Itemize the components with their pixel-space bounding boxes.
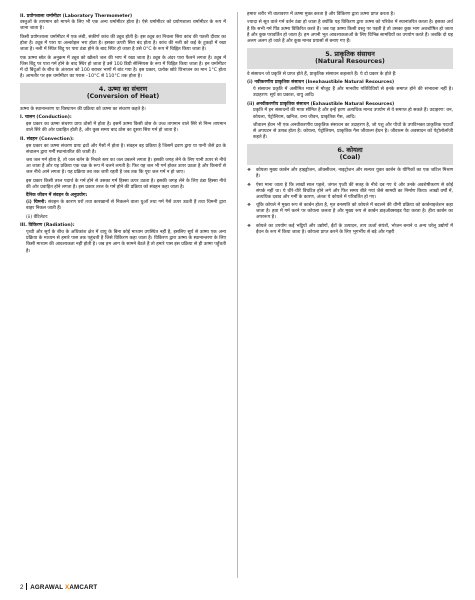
section-title: 6. कोयला	[337, 146, 363, 155]
page-number: 2	[20, 584, 24, 591]
section-heading-heat-conversion	[20, 83, 226, 104]
paragraph: वस्तुओं के तापमान को मापने के लिए भी एक अन्य थर्मामीटर होता है। ऐसे थर्मामीटर को प्रयोगशाला थर्मामीटर के रूप में जाना जाता है।	[20, 20, 226, 32]
paragraph-chimney	[20, 200, 226, 212]
paragraph: इस प्रकार का ऊष्मा संचरण प्रायः द्रवों और गैसों में होता है। संवहन वह प्रक्रिया है जिसमें द्रवण द्वारा या पानी जैसे द्रव के संचालन द्वारा गर्मी स्थानांतरित की जाती है।	[26, 143, 226, 155]
paragraph: प्रकृति में इन संसाधनों की मात्रा सीमित है और इन्हें हरण अत्यधिक मानव उपयोग से ये समाप्त हो सकते हैं। उदाहरण: वन, कोयला, पेट्रोलियम, खनिज, वन्य जीवन, प्राकृतिक गैस, आदि।	[253, 108, 453, 120]
paragraph: पृथ्वी और सूर्य के बीच के अधिकांश क्षेत्र में वायु के बिना कोई माध्यम उपस्थित नहीं है, इसलिए सूर्य से ऊष्मा एक अन्य प्रक्रिया के माध्यम से हमारे पास तक पहुंचती है जिसे विकिरण कहा जाता है। विकिरण द्वारा ऊष्मा के स्थानान्तरण के लिए किसी माध्यम की आवश्यकता नहीं होती है। जब हम आग के सामने बैठते हैं तो हमारे पास इस प्रक्रिया से ही ऊष्मा पहुँचती है।	[26, 230, 226, 254]
list-item: ❖ ऐसा माना जाता है कि लाखों साल पहले, जंगल पृथ्वी की सतह के नीचे दब गए थे और उनके अवशेषीकरण से कोई संपर्क नहीं था। ये धीरे-धीरे विघटित होने लगे और फिर समय बीते गयां जैसे सामग्री का निर्माण किया। लाखों वर्षों में, अत्यधिक दबाव और गर्मी के कारण, अंततः ये कोयले में परिवर्तित हो गए।	[247, 183, 453, 201]
heading-daily-applications: दैनिक जीवन में संवहन के अनुप्रयोग:	[26, 193, 88, 199]
footer-separator	[26, 583, 27, 590]
brand-examcart: AMCART	[69, 584, 98, 591]
heading-inexhaustible: (i) नवीकरणीय प्राकृतिक संसाधन (Inexhaustible Natural Resources)	[247, 80, 395, 86]
paragraph-ventilator: (ii) वेंटिलेटर:	[26, 214, 49, 220]
paragraph: इस प्रकार का ऊष्मा संचरण प्रायः ठोसों में होता है। इसमें ऊष्मा किसी ठोस के उच्च तापमान वाले सिरे से निम्न तापमान वाले सिरे की ओर प्रवाहित होती है, और कुछ समय बाद ठोस का दूसरा सिरा गर्म हो जाता है।	[26, 122, 226, 134]
brand-x-logo: X	[65, 584, 70, 591]
paragraph: एक ऊष्मा स्रोत के अनुक्रम में ट्यूब को खौलते जल की भाप में रखा जाता है। ट्यूब के अंदर पारा फैलने लगता है। ट्यूब में जिस बिंदु पर पारा गर्म होने के बाद स्थिर हो जाता है उसे 100 डिग्री सेल्सियस के रूप में चिह्नित किया जाता है। इन थर्मामीटर में दो बिंदुओं के बीच के अंतराल को 100 बराबर भागों में बांट गया है। इस प्रकार, प्रत्येक छोटे विभाजन का मान 1°C होता है। आमतौर पर इस थर्मामीटर का परास –10°C से 110°C तक होता है।	[20, 55, 226, 79]
paragraph: ये संसाधन प्रकृति में असीमित मात्रा में मौजूद हैं और मानवीय गतिविधियों से इनके समाप्त होने की संभावना नहीं है। उदाहरण: सूर्य का प्रकाश, वायु आदि।	[253, 86, 453, 99]
section-title: 5. प्राकृतिक संसाधन	[325, 49, 375, 58]
list-item: ❖ कोयले का उपयोग कई भट्ठियों और उद्योगों, ईंटों के उत्पादन, ताप ऊर्जा संयंत्रों, भोजन बनाने व अन्य घरेलू उद्योगों में ईंधन के रूप में किया जाता है। कोयला प्राप्त करने के लिए भूगर्भीय से बड़े और गहरी	[247, 224, 453, 236]
chimney-text: संवहन के कारण घरों तथा कारखानों से निकलने वाला धुआँ तथा गर्म गैसें ऊपर उठती हैं तथा चिमनी द्वारा बाहर निकल जाती हैं।	[26, 200, 226, 212]
paragraph: किसी प्रयोगशाला थर्मामीटर में एक लंबी, संकीर्ण कांच की ट्यूब होती है। इस ट्यूब का निचला सिरा कांच की पतली दीवार का होता है। ट्यूब में पारा या अल्कोहल भरा होता है। इसका ऊपरी सिरा बंद होता है। कांच की नली को कई के टुकड़ों में रखा जाता है। नली में स्थित बिंदु पर पारा ठंडा होने के बाद स्थिर हो जाता है उसे 0°C के रूप में चिह्नित किया जाता है।	[20, 34, 226, 53]
list-item: ❖ चूंकि कोयले में मुख्य रूप से कार्बन होता है, मृत वनस्पति को कोयले में बदलने की धीमी प्रक्रिया को कार्बनाइजेशन कहा जाता है। हवा में गर्म करने पर कोयला जलता है और मुख्य रूप से कार्बन डाइऑक्साइड पैदा करता है। हीरा कार्बन का अपररूप है।	[247, 203, 453, 221]
list-item: ❖ कोयला मुख्य कार्बन और हाइड्रोजन, ऑक्सीजन, नाइट्रोजन और सल्फर युक्त कार्बन के यौगिकों का एक जटिल मिश्रण है।	[247, 168, 453, 180]
heading-radiation: III. विकिरण (Radiation):	[20, 223, 75, 229]
paragraph: हमारा शरीर भी वातावरण में ऊष्मा मुक्त करता है और विकिरण द्वारा ऊष्मा प्राप्त करता है।	[247, 12, 395, 17]
paragraph: जीवाश्म ईंधन भी एक अनवीकरणीय प्राकृतिक संसाधन का उदाहरण है, जो पशु और पौधों के उपविभक्त प्राकृतिक पदार्थों से अपघटन से उत्पन्न होता है। कोयला, पेट्रोलियम, प्राकृतिक गैस जीवाश्म ईंधन है। जीवाश्म के अवसादन को पेट्रोलोलॉजी कहते हैं।	[253, 122, 453, 141]
coal-bullet-list	[247, 168, 453, 236]
section-heading-natural-resources	[247, 48, 453, 69]
page-footer	[20, 583, 97, 592]
paragraph: वे संसाधन जो प्रकृति से प्राप्त होते हैं, प्राकृतिक संसाधन कहलाते हैं। ये दो प्रकार के होते हैं:	[247, 71, 397, 77]
section-title: 4. ऊष्मा का संचरण	[98, 85, 148, 94]
heading-conduction: I. चालन (Conduction):	[20, 115, 72, 121]
section-subtitle: (Natural Resources)	[315, 58, 385, 66]
left-column	[20, 12, 226, 257]
page-content	[20, 12, 455, 578]
heading-lab-thermometer: II. प्रयोगशाला थर्मामीटर (Laboratory Thermometer)	[20, 13, 133, 19]
heading-exhaustible: (ii) अनवीकरणीय प्राकृतिक संसाधन (Exhaustible Natural Resources)	[247, 101, 395, 107]
section-heading-coal	[247, 144, 453, 165]
column-divider	[237, 12, 238, 578]
brand-agrawal: AGRAWAL	[30, 584, 64, 591]
chimney-label: (i) चिमनी:	[26, 200, 47, 206]
section-subtitle: (Conversion of Heat)	[86, 93, 160, 101]
paragraph: इस प्रकार किसी तरल पदार्थ के गर्म होने से उसका गर्म हिस्सा ऊपर उठता है। इसकी जगह लेने के लिए ठंडा हिस्सा नीचे की ओर प्रवाहित होने लगता है। इस प्रकार तरल के गर्म होने की प्रक्रिया को संवहन कहा जाता है।	[26, 178, 226, 190]
right-column	[247, 12, 453, 238]
paragraph: जब जल गर्म होता है, तो जल बर्तन के निचले स्तर का जल उबलने लगता है। इसकी जगह लेने के लिए पानी ऊपर से नीचे आ जाता है और यह प्रक्रिया एक चक्र के रूप में चलने लगती है। फिर यह जल भी गर्म होकर ऊपर उठता है और किनारों से जल नीचे आने लगता है। यह प्रक्रिया तब तक जारी रहती है जब तक कि पूरा जल गर्म न हो जाए।	[26, 158, 226, 176]
paragraph: ऊष्मा के स्थानान्तरण या विस्थापन की प्रक्रिया को ऊष्मा का संचरण कहते है।	[20, 106, 146, 112]
section-subtitle: (Coal)	[339, 154, 361, 162]
heading-convection: II. संवहन (Convection):	[20, 136, 74, 142]
paragraph: ज्यादा से सूत वाले गर्म वर्तन ठंडा हो जाता है क्योंकि यह विकिरण द्वारा ऊष्मा को परिवेश में स्थानांतरित करता है। इसका अर्थ है कि सभी गर्म पिंड ऊष्मा विकिरित करते हैं। जब यह ऊष्मा किसी वस्तु पर पड़ती है तो उसका कुछ भाग अवशोषित हो जाता है और कुछ परावर्तित हो जाता है। हम अपनी भूत आवश्यकताओं के लिए विभिन्न सामग्रियों का उपयोग करते हैं। जबकि दो ग्रह अलग अलग हो जाते हैं और कुछ मानव प्रयासों से बनाए गए हैं।	[247, 20, 453, 44]
